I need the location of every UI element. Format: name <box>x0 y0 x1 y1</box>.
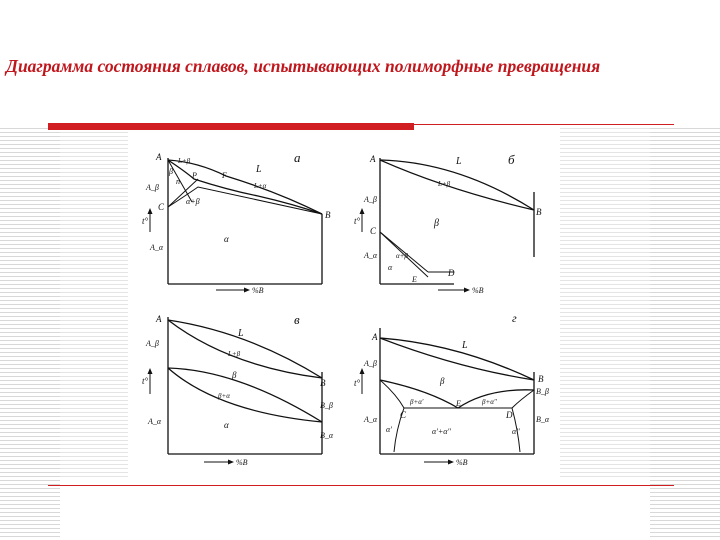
diagram-g-label-alpha2: α'' <box>512 427 520 436</box>
diagram-v-solidus <box>168 320 322 378</box>
diagram-v-liquidus <box>168 320 322 378</box>
diagram-g-label-beta: β <box>440 376 445 386</box>
diagram-v-label-x: %B <box>236 458 248 467</box>
slide-title: Диаграмма состояния сплавов, испытывающих полиморфные превращения <box>6 56 601 76</box>
diagram-b-label-B: B <box>536 207 542 217</box>
diagram-a-label-F: F <box>222 171 227 180</box>
diagram-g-label-A: A <box>372 332 378 342</box>
diagram-v-label-A-alpha: A_α <box>148 417 162 426</box>
diagram-v-label-A: A <box>156 314 162 324</box>
diagram-g <box>354 311 550 467</box>
diagram-a-label-x: %B <box>252 286 264 295</box>
diagram-g-label-C: C <box>400 410 407 420</box>
diagram-g-label-B: B <box>538 374 544 384</box>
diagram-v-label-L: L <box>238 328 244 339</box>
decorative-stripes-left <box>0 128 60 540</box>
diagram-v-label-beta-alpha: β+α <box>218 392 230 400</box>
diagram-g-panel-label: г <box>512 311 517 325</box>
diagram-b-label-alpha: α <box>388 263 393 272</box>
diagram-v-comp-arrowhead <box>228 460 234 465</box>
diagram-b-label-A-beta: A_β <box>364 195 377 204</box>
diagram-a-label-A-alpha: A_α <box>150 243 164 252</box>
diagram-v-temp-arrowhead <box>148 368 153 374</box>
diagram-v-label-alpha: α <box>224 420 229 430</box>
diagram-g-liquidus <box>380 338 534 380</box>
diagram-v-panel-label: в <box>294 312 300 327</box>
diagram-a-label-L-beta: L+β <box>178 157 191 165</box>
diagram-g-label-alpha1: α' <box>386 425 392 434</box>
diagram-a-label-A: A <box>156 152 162 162</box>
diagram-g-label-E: E <box>456 399 461 408</box>
diagram-b-label-x: %B <box>472 286 484 295</box>
diagram-a-label-L-alpha: L+α <box>254 182 267 190</box>
diagram-g-label-A-alpha: A_α <box>364 415 378 424</box>
diagram-a-label-A-beta: A_β <box>146 183 159 192</box>
diagram-v-transus-lower <box>168 368 322 422</box>
diagram-v-label-B: B <box>320 378 326 388</box>
diagram-a-label-t: t° <box>142 216 149 226</box>
diagram-g-label-D: D <box>506 410 513 420</box>
diagram-b-liquidus <box>380 160 534 210</box>
diagram-a-label-alpha: α <box>224 234 229 244</box>
diagram-a-label-P: P <box>192 171 197 180</box>
diagram-g-label-x: %B <box>456 458 468 467</box>
diagram-b-panel-label: б <box>508 152 515 167</box>
diagram-b-label-alpha-beta: α+β <box>396 252 408 260</box>
diagram-b <box>354 152 542 295</box>
footer-rule <box>48 485 674 486</box>
diagram-b-solidus <box>380 160 534 210</box>
diagram-a-label-alpha-beta: α+β <box>186 197 200 206</box>
diagram-a-label-B: B <box>325 210 331 220</box>
diagram-b-label-E: E <box>412 275 417 284</box>
decorative-stripes-inner-left <box>60 128 128 478</box>
diagram-g-label-L: L <box>462 340 468 351</box>
diagram-b-label-L-beta: L+β <box>438 180 451 188</box>
phase-diagrams-svg <box>128 132 560 478</box>
diagram-v <box>142 312 334 467</box>
diagram-a-label-L: L <box>256 164 262 175</box>
diagram-g-comp-arrowhead <box>448 460 454 465</box>
diagram-b-label-A: A <box>370 154 376 164</box>
diagram-b-label-C: C <box>370 226 377 236</box>
diagram-b-label-A-alpha: A_α <box>364 251 378 260</box>
diagram-a-panel-label: а <box>294 150 301 165</box>
diagram-a-label-C: C <box>158 202 165 212</box>
decorative-stripes-right <box>650 128 720 540</box>
title-underline-thin <box>414 124 674 125</box>
diagram-g-label-beta-alpha1: β+α' <box>410 398 424 406</box>
diagram-a <box>142 150 331 295</box>
title-underline-thick <box>48 123 414 130</box>
diagram-b-label-L: L <box>456 156 462 167</box>
diagram-v-label-t: t° <box>142 376 149 386</box>
diagram-b-label-D: D <box>448 268 455 278</box>
diagram-v-label-L-beta: L+β <box>228 350 241 358</box>
diagram-g-line-bd <box>512 390 534 408</box>
diagram-g-temp-arrowhead <box>360 368 365 374</box>
diagram-a-label-n: n <box>176 177 180 186</box>
diagram-g-label-B-beta: B_β <box>536 387 549 396</box>
diagram-v-transus-upper <box>168 368 322 422</box>
diagram-a-comp-arrowhead <box>244 288 250 293</box>
phase-diagrams-figure <box>128 132 560 478</box>
diagram-g-solidus <box>380 338 534 380</box>
diagram-a-label-beta: β <box>169 167 173 176</box>
diagram-g-label-A-beta: A_β <box>364 359 377 368</box>
diagram-b-label-t: t° <box>354 216 361 226</box>
diagram-b-comp-arrowhead <box>464 288 470 293</box>
diagram-v-label-beta: β <box>232 370 237 380</box>
diagram-g-label-beta-alpha2: β+α'' <box>482 398 497 406</box>
diagram-g-label-t: t° <box>354 378 361 388</box>
diagram-v-label-A-beta: A_β <box>146 339 159 348</box>
diagram-v-label-B-alpha: B_α <box>320 431 334 440</box>
diagram-g-label-alpha12: α'+α'' <box>432 427 451 436</box>
diagram-b-temp-arrowhead <box>360 208 365 214</box>
diagram-a-temp-arrowhead <box>148 208 153 214</box>
diagram-v-label-B-beta: B_β <box>320 401 333 410</box>
decorative-stripes-inner-right <box>560 128 650 478</box>
diagram-b-label-beta: β <box>434 218 439 229</box>
diagram-g-label-B-alpha: B_α <box>536 415 550 424</box>
